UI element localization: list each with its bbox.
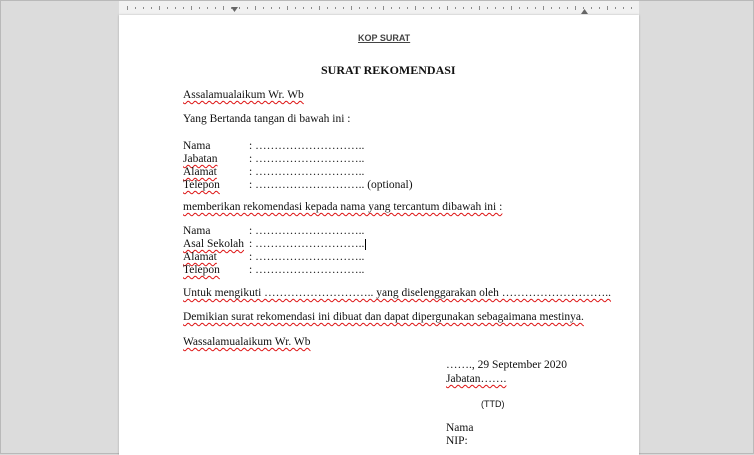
ruler-tick	[311, 7, 312, 9]
ruler-tick	[575, 6, 576, 10]
ruler-tick	[391, 7, 392, 9]
field-value: : ………………………..	[249, 238, 365, 250]
signer-row	[183, 153, 364, 165]
intro-line: Yang Bertanda tangan di bawah ini :	[183, 113, 351, 125]
ruler-tick	[551, 7, 552, 9]
ruler-tick	[151, 7, 152, 9]
signature-ttd: (TTD)	[481, 399, 505, 409]
field-value: : ………………………..	[249, 166, 365, 178]
ruler-tick	[511, 6, 512, 10]
recipient-row	[183, 251, 364, 263]
ruler-tick	[631, 7, 632, 9]
ruler-tick	[207, 7, 208, 9]
ruler-tick	[327, 7, 328, 9]
ruler-tick	[423, 7, 424, 9]
ruler-tick	[567, 7, 568, 9]
ruler-tick	[191, 6, 192, 10]
field-label: Jabatan	[183, 153, 218, 165]
ruler-tick	[359, 7, 360, 9]
ruler-tick	[367, 7, 368, 9]
field-label: Nama	[183, 225, 211, 237]
ruler-tick	[487, 7, 488, 9]
ruler-tick	[255, 6, 256, 10]
document-page[interactable]	[119, 15, 639, 455]
ruler-tick	[167, 7, 168, 9]
field-value: : ……………………….. (optional)	[249, 179, 413, 191]
ruler-tick	[351, 6, 352, 10]
ruler-tick	[375, 7, 376, 9]
ruler-tick	[519, 7, 520, 9]
ruler-tick	[591, 7, 592, 9]
field-value: : ………………………..	[249, 153, 365, 165]
ruler-tick	[479, 6, 480, 10]
letter-title: SURAT REKOMENDASI	[321, 63, 456, 77]
ruler-tick	[271, 7, 272, 9]
ruler-tick	[223, 6, 224, 10]
ruler-tick	[455, 7, 456, 9]
field-label: Telepon	[183, 264, 220, 276]
ruler-tick	[527, 7, 528, 9]
horizontal-ruler[interactable]	[119, 1, 639, 16]
ruler-tick	[183, 7, 184, 9]
closing-line: Demikian surat rekomendasi ini dibuat dan dapat dipergunakan sebagaimana mestinya.	[183, 311, 584, 323]
ruler-tick	[615, 7, 616, 9]
indent-marker-icon[interactable]	[231, 7, 238, 14]
field-value: : ………………………..	[249, 140, 365, 152]
ruler-tick	[535, 7, 536, 9]
ruler-tick	[231, 7, 232, 9]
ruler-tick	[447, 6, 448, 10]
ruler-tick	[431, 7, 432, 9]
ruler-tick	[239, 7, 240, 9]
ruler-tick	[583, 7, 584, 9]
ruler-tick	[175, 7, 176, 9]
greeting: Assalamualaikum Wr. Wb	[183, 89, 304, 101]
purpose-line: Untuk mengikuti ……………………….. yang diselenggarakan oleh ………………………..	[183, 287, 612, 299]
letterhead-placeholder: KOP SURAT	[358, 33, 411, 43]
signer-row	[183, 166, 364, 178]
signature-name: Nama	[446, 422, 474, 434]
ruler-tick	[199, 7, 200, 9]
ruler-tick	[295, 7, 296, 9]
ruler-tick	[263, 7, 264, 9]
ruler-tick	[439, 7, 440, 9]
ruler-tick	[543, 6, 544, 10]
ruler-tick	[143, 7, 144, 9]
recipient-row	[183, 225, 364, 237]
ruler-tick	[135, 7, 136, 9]
field-value: : ………………………..	[249, 251, 365, 263]
ruler-tick	[303, 7, 304, 9]
ruler-tick	[159, 6, 160, 10]
ruler-tick	[215, 7, 216, 9]
ruler-tick	[471, 7, 472, 9]
field-value: : ………………………..	[249, 225, 365, 237]
ruler-tick	[503, 7, 504, 9]
recipient-row	[183, 238, 366, 250]
ruler-tick	[623, 7, 624, 9]
field-label: Nama	[183, 140, 211, 152]
signer-row	[183, 179, 413, 191]
ruler-tick	[495, 7, 496, 9]
signature-date: ……., 29 September 2020	[446, 359, 568, 371]
ruler-tick	[343, 7, 344, 9]
ruler-tick	[247, 7, 248, 9]
ruler-tick	[599, 7, 600, 9]
ruler-tick	[383, 6, 384, 10]
farewell: Wassalamualaikum Wr. Wb	[183, 336, 311, 348]
field-label: Asal Sekolah	[183, 238, 245, 250]
recipient-row	[183, 264, 364, 276]
ruler-tick	[559, 7, 560, 9]
signature-position: Jabatan…….	[446, 373, 507, 385]
ruler-tick	[335, 7, 336, 9]
ruler-tick	[287, 6, 288, 10]
ruler-tick	[407, 7, 408, 9]
field-label: Alamat	[183, 166, 217, 178]
field-label: Alamat	[183, 251, 217, 263]
field-label: Telepon	[183, 179, 220, 191]
ruler-tick	[279, 7, 280, 9]
field-value: : ………………………..	[249, 264, 365, 276]
ruler-tick	[127, 6, 128, 10]
ruler-tick	[399, 7, 400, 9]
ruler-tick	[607, 6, 608, 10]
recommend-line: memberikan rekomendasi kepada nama yang tercantum dibawah ini :	[183, 201, 503, 213]
ruler-tick	[463, 7, 464, 9]
ruler-tick	[415, 6, 416, 10]
signer-row	[183, 140, 364, 152]
text-cursor	[365, 239, 366, 250]
signature-nip: NIP:	[446, 435, 468, 447]
ruler-tick	[319, 6, 320, 10]
